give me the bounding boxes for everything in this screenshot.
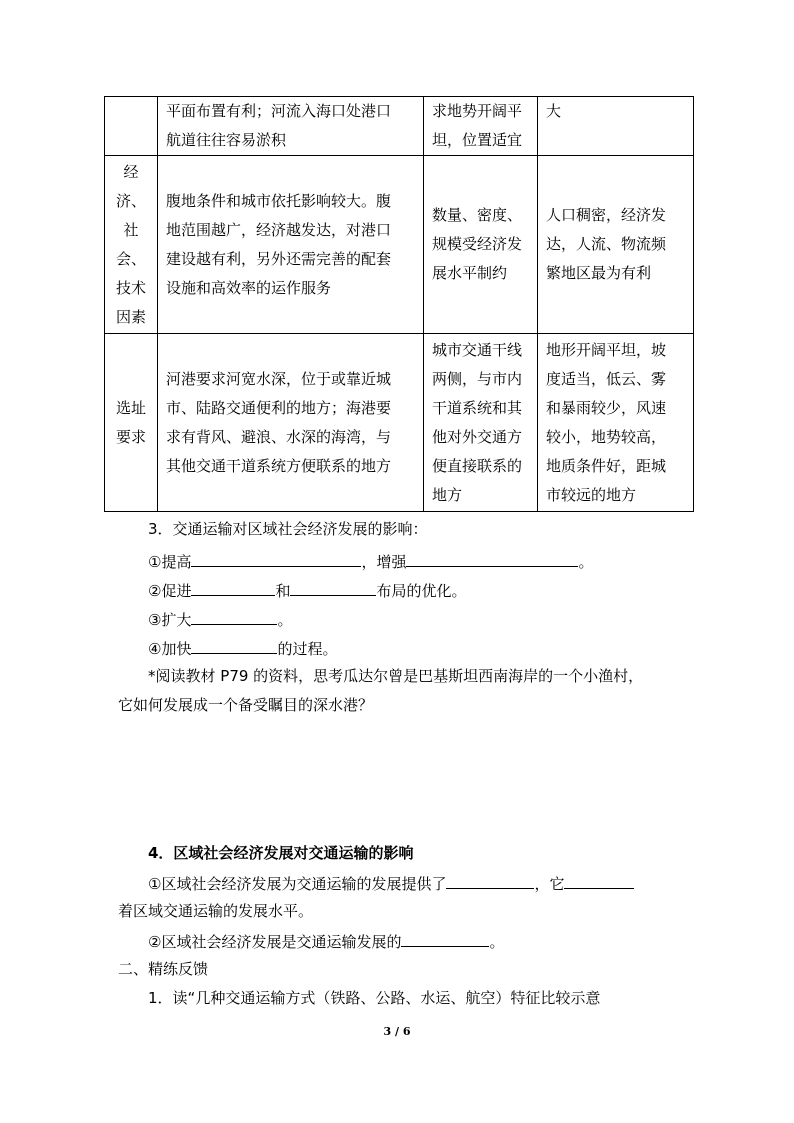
cell-text: 航道往往容易淤积	[166, 131, 287, 149]
cell-text: 城市交通干线	[432, 340, 523, 359]
cell-text: 经	[123, 162, 139, 181]
answer-blank[interactable]	[191, 637, 277, 654]
cell-text: 设施和高效率的运作服务	[166, 278, 332, 297]
table-cell	[424, 156, 538, 334]
table-cell	[105, 334, 158, 512]
cell-text: 求有背风、避浪、水深的海湾，与	[166, 427, 392, 446]
table-row	[105, 156, 694, 334]
answer-blank[interactable]	[406, 550, 578, 567]
part2-heading: 二、精练反馈	[118, 960, 209, 978]
table-cell	[538, 156, 694, 334]
cell-text: 干道系统和其	[432, 398, 523, 417]
cell-text: 坦，位置适宜	[432, 131, 523, 149]
cell-text: 其他交通干道系统方便联系的地方	[166, 456, 392, 475]
answer-blank[interactable]	[191, 608, 277, 625]
cell-text: 两侧，与市内	[432, 369, 523, 388]
cell-text: 繁地区最为有利	[546, 264, 652, 282]
cell-text: 会、	[115, 249, 146, 268]
cell-text: 选址	[115, 398, 146, 417]
table-cell	[424, 334, 538, 512]
cell-text: 技术	[115, 278, 146, 297]
reading-question-line-1: *阅读教材 P79 的资料，思考瓜达尔曾是巴基斯坦西南海岸的一个小渔村，	[148, 667, 644, 685]
cell-text: 因素	[115, 307, 146, 326]
cell-text: 河港要求河宽水深，位于或靠近城	[166, 369, 392, 388]
section4-item-1-line-2: 着区域交通运输的发展水平。	[118, 902, 314, 920]
answer-blank[interactable]	[564, 872, 634, 889]
fill-mid: 和	[275, 582, 291, 600]
answer-blank[interactable]	[446, 872, 534, 889]
section4-item-2	[148, 930, 504, 952]
section4-heading: 4．区域社会经济发展对交通运输的影响	[148, 844, 414, 862]
table-cell	[158, 156, 424, 334]
cell-text: 数量、密度、	[432, 206, 523, 224]
table-row	[105, 334, 694, 512]
cell-text: 地范围越广，经济越发达，对港口	[166, 220, 392, 239]
table-cell	[424, 97, 538, 156]
cell-text: 济、	[115, 191, 146, 210]
fill-mid: ，它	[534, 875, 565, 893]
cell-text: 规模受经济发	[432, 235, 523, 253]
cell-text: 社	[123, 220, 139, 239]
table-cell	[158, 334, 424, 512]
cell-text: 较小，地势较高，	[546, 427, 667, 446]
site-selection-table	[104, 96, 694, 512]
cell-text: 建设越有利，另外还需完善的配套	[166, 249, 392, 268]
fill-end: 。	[489, 933, 505, 951]
part2-question-1: 1．读“几种交通运输方式（铁路、公路、水运、航空）特征比较示意	[148, 989, 601, 1007]
cell-text: 大	[546, 102, 562, 120]
table-cell	[105, 97, 158, 156]
cell-text: 市、陆路交通便利的地方；海港要	[166, 398, 392, 417]
table-cell	[538, 97, 694, 156]
table-cell	[538, 334, 694, 512]
fill-mid: ，增强	[361, 553, 407, 571]
fill-end: 。	[277, 611, 293, 629]
fill-item-3	[148, 608, 292, 630]
answer-blank[interactable]	[191, 550, 361, 567]
reading-question-line-2: 它如何发展成一个备受瞩目的深水港？	[118, 696, 374, 714]
fill-prefix: ②促进	[148, 582, 192, 600]
cell-text: 要求	[115, 427, 146, 446]
cell-text: 他对外交通方	[432, 427, 523, 446]
fill-prefix: ③扩大	[148, 611, 192, 629]
cell-text: 地方	[432, 485, 463, 504]
fill-prefix: ④加快	[148, 640, 192, 658]
fill-prefix: ②区域社会经济发展是交通运输发展的	[148, 933, 402, 951]
table-cell	[105, 156, 158, 334]
cell-text: 和暴雨较少，风速	[546, 398, 667, 417]
fill-item-2	[148, 579, 466, 601]
answer-blank[interactable]	[191, 579, 275, 596]
fill-prefix: ①区域社会经济发展为交通运输的发展提供了	[148, 875, 447, 893]
cell-text: 市较远的地方	[546, 485, 637, 504]
answer-blank[interactable]	[401, 930, 489, 947]
fill-item-4	[148, 637, 337, 659]
cell-text: 度适当，低云、雾	[546, 369, 667, 388]
section3-heading: 3．交通运输对区域社会经济发展的影响：	[148, 520, 428, 538]
page-number: 3 / 6	[383, 1025, 411, 1038]
answer-blank[interactable]	[290, 579, 376, 596]
fill-end: 布局的优化。	[376, 582, 467, 600]
cell-text: 便直接联系的	[432, 456, 523, 475]
cell-text: 平面布置有利；河流入海口处港口	[166, 102, 392, 120]
fill-prefix: ①提高	[148, 553, 192, 571]
cell-text: 腹地条件和城市依托影响较大。腹	[166, 191, 392, 210]
cell-text: 求地势开阔平	[432, 102, 523, 120]
cell-text: 地质条件好，距城	[546, 456, 667, 475]
cell-text: 展水平制约	[432, 264, 508, 282]
table-cell	[158, 97, 424, 156]
cell-text: 人口稠密，经济发	[546, 206, 667, 224]
cell-text: 地形开阔平坦，坡	[546, 340, 667, 359]
table-row	[105, 97, 694, 156]
fill-end: 的过程。	[277, 640, 338, 658]
section4-item-1	[148, 872, 634, 894]
cell-text: 达，人流、物流频	[546, 235, 667, 253]
fill-item-1	[148, 550, 593, 572]
fill-end: 。	[578, 553, 594, 571]
